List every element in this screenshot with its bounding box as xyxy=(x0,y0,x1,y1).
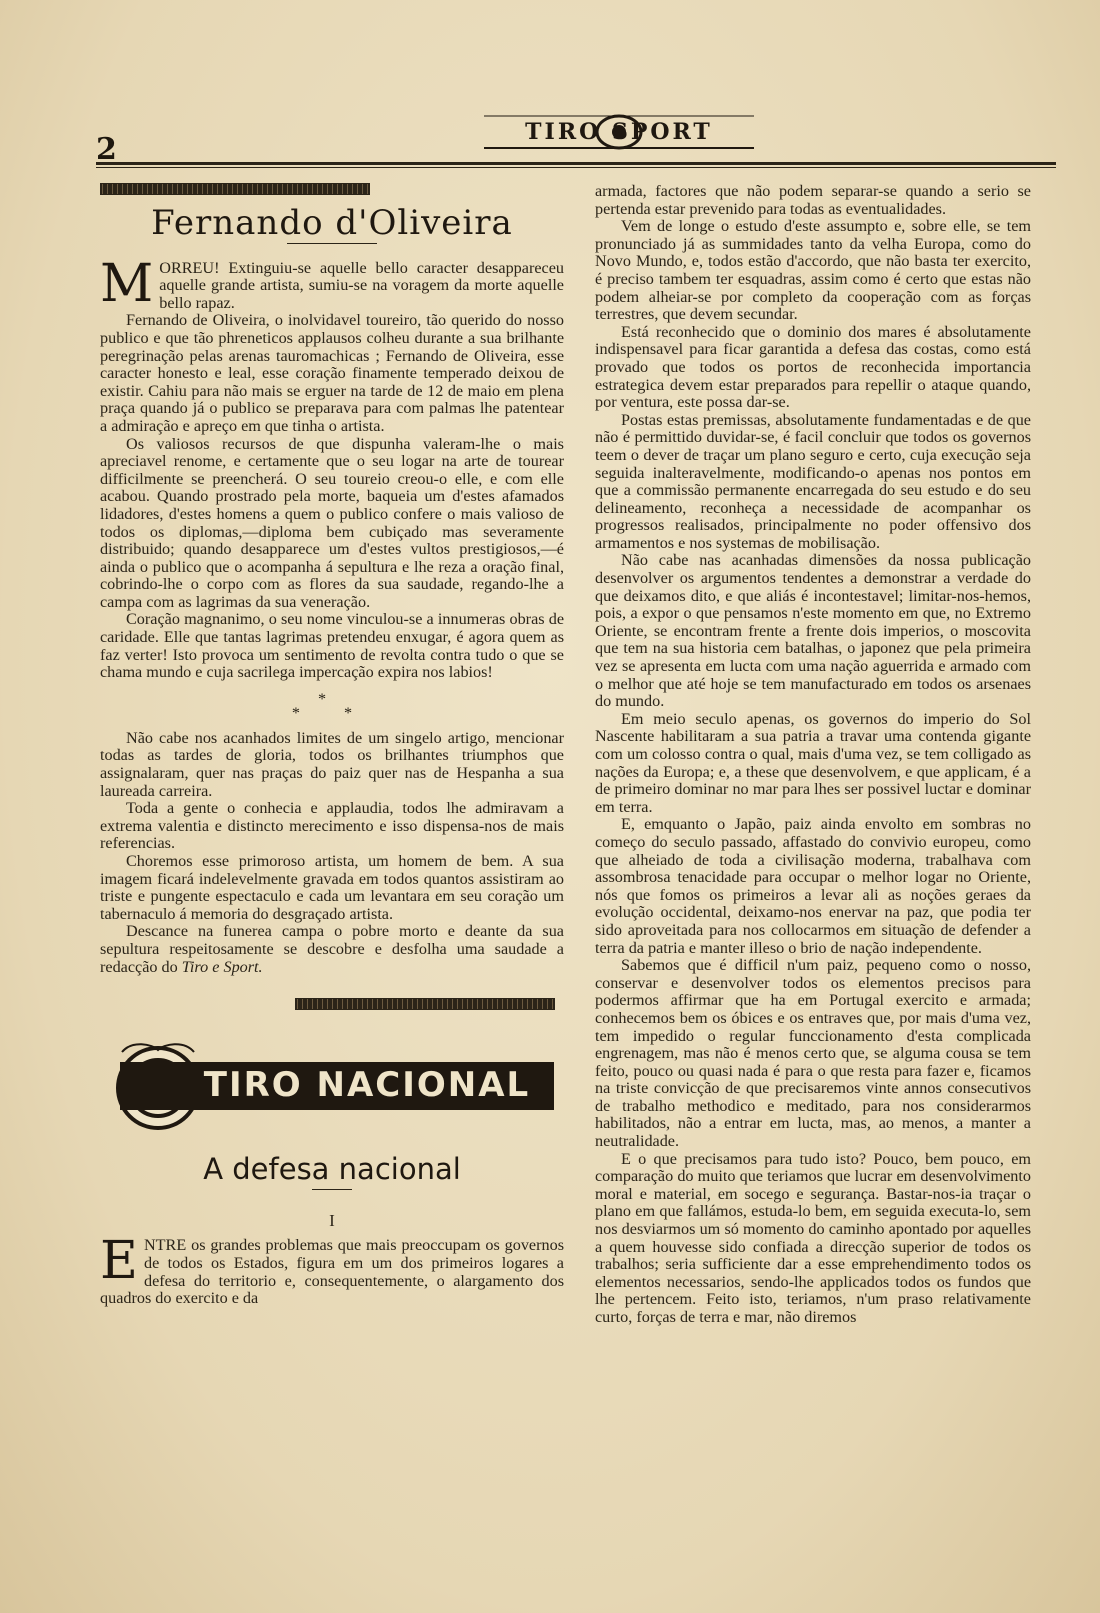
page-number: 2 xyxy=(96,132,117,167)
article2-paragraph-r9: E o que precisamos para tudo isto? Pouco, bem pouco, em comparação do muito que teriamos que lucrar em desenvolvimento moral e material, em socego e segurança. Bastar-nos-ia traçar o plano em que fallámos, estuda-lo bem, em seguida executa-lo, sem nos desviarmos um só momento do caminho apontado por aquelles a quem houvesse sido confiada a direcção superior de todos os trabalhos; seria sufficiente dar a esse emprehendimento todos os elementos necessarios, sendo-lhe applicados todos os fundos que lhe pertencem. Feito isto, teriamos, n'um praso relativamente curto, forças de terra e mar, não diremos xyxy=(595,1149,1031,1326)
article2-paragraph-r7: E, emquanto o Japão, paiz ainda envolto em sombras no começo do seculo passado, affastado do convivio europeu, como que alheiado de toda a civilisação moderna, trabalhava com assombrosa tenacidade para occupar o melhor logar no Oriente, nós que fomos os primeiros a levar ali as noções geraes da evolução occidental, deixamo-nos enervar na paz, que podia ter sido aproveitada para nos collocarmos em situação de defender a terra da patria e manter illeso o brio de nação independente. xyxy=(595,815,1031,957)
article1-paragraph-1: MORREU! Extinguiu-se aquelle bello caracter desappareceu aquelle grande artista, sumiu-se na voragem da morte aquelle bello rapaz. xyxy=(100,253,564,314)
masthead-text: TIRO SPORT xyxy=(525,119,713,145)
dropcap-e: E xyxy=(100,1231,138,1292)
masthead-logo xyxy=(474,108,764,156)
article1-paragraph-4: Coração magnanimo, o seu nome vinculou-se a innumeras obras de caridade. Elle que tantas lagrimas pretendeu enxugar, é agora quem as faz verter! Isto provoca um sentimento de revolta contra tudo o que se chama mundo e cuja sacrilega impercação expira nos labios! xyxy=(100,610,564,682)
section-numeral: I xyxy=(329,1210,335,1230)
article1-paragraph-7: Choremos esse primoroso artista, um homem de bem. A sua imagem ficará indelevelmente gravada em todos quantos assistiram ao triste e pungente espectaculo e cada um levantara em seu coração um tabernaculo á memoria do desgraçado artista. xyxy=(100,852,564,923)
header-rule xyxy=(96,162,1056,168)
article2-continued-1: armada, factores que não podem separar-se quando a serio se pertenda estar prevenido para todas as eventualidades. xyxy=(595,182,1031,218)
article1-paragraph-5: Não cabe nos acanhados limites de um singelo artigo, mencionar todas as tardes de gloria, todos os brilhantes triumphos que assignalaram, quer nas praças do paiz quer nas de Hespanha a sua laureada carreira. xyxy=(100,728,564,800)
tiro-nacional-banner xyxy=(100,1016,564,1161)
article1-paragraph-2: Fernando de Oliveira, o inolvidavel toureiro, tão querido do nosso publico e que tão phreneticos applausos colheu durante a sua brilhante peregrinação pelas arenas tauromachicas ; Fernando de Oliveira, esse caracter honesto e leal, esse coração finamente temperado deixou de existir. Cahiu para não mais se erguer na tarde de 12 de maio em plena praça quando já o publico se preparava para com palmas lhe patentear a admiração e apreço em que tinha o artista. xyxy=(100,311,564,435)
article2-paragraph-r4: Postas estas premissas, absolutamente fundamentadas e de que não é permittido duvidar-se, é facil concluir que todos os governos teem o dever de traçar um plano seguro e certo, cuja execução seja seguida inalteravelmente, modificando-o apenas nos pontos em que a commissão permanente encarregada do seu estudo e do seu delineamento, reconheça a necessidade de acompanhar os progressos realisados, principalmente no poder offensivo dos armamentos e nos systemas de mobilisação. xyxy=(595,410,1031,552)
article2-paragraph-r5: Não cabe nas acanhadas dimensões da nossa publicação desenvolver os argumentos tendentes a demonstrar a verdade do que deixamos dito, e que aliás é incontestavel; limitar-nos-hemos, pois, a expor o que pensamos n'este momento em que, no Extremo Oriente, se encontram frente a frente dois imperios, o moscovita que tem na sua historia cem batalhas, o japonez que pela primeira vez se apresenta em lucta com uma nação aguerrida e armado com o melhor que até hoje se tem manufacturado em todos os arsenaes do mundo. xyxy=(595,551,1031,711)
article2-paragraph-r8: Sabemos que é difficil n'um paiz, pequeno como o nosso, conservar e desenvolver todos os elementos precisos para podermos affirmar que ha em Portugal exercito e armada; conhecemos bem os óbices e os entraves que, por mais d'uma vez, tem impedido o regular funccionamento d'esta complicada engrenagem, mas não é menos certo que, se alguma cousa se tem feito, pouco ou quasi nada é para o que resta para fazer e, ficamos na triste convicção de que precisaremos vinte annos consecutivos de trabalho methodico e meditado, para nos considerarmos habilitados, não a entrar em lucta, mas, ao menos, a manter a neutralidade. xyxy=(595,956,1031,1151)
article2-paragraph-1: ENTRE os grandes problemas que mais preoccupam os governos de todos os Estados, figura em um dos primeiros logares a defesa do territorio e, consequentemente, o alargamento dos quadros do exercito e da xyxy=(100,1231,564,1308)
article-title-fernando: Fernando d'Oliveira xyxy=(151,203,513,243)
ornamental-bar-top xyxy=(100,183,370,195)
banner-text: TIRO NACIONAL xyxy=(203,1065,531,1106)
article1-paragraph-8: Descance na funerea campa o pobre morto e deante da sua sepultura respeitosamente se descobre e desfolha uma saudade a redacção do Tiro e Sport. xyxy=(100,922,564,976)
article1-paragraph-6: Toda a gente o conhecia e applaudia, todos lhe admiravam a extrema valentia e distincto merecimento e isso dispensa-nos de mais referencias. xyxy=(100,799,564,853)
left-column xyxy=(100,183,564,1308)
dropcap-m: M xyxy=(100,253,154,314)
ornamental-bar-bottom xyxy=(295,998,555,1010)
section-stars: * * * xyxy=(291,689,373,722)
title-divider-2 xyxy=(312,1189,352,1190)
article1-paragraph-3: Os valiosos recursos de que dispunha valeram-lhe o mais apreciavel renome, e certamente que o seu logar na arte de tourear difficilmente se preencherá. O seu toureio creou-o elle, e com elle acabou. Quando prostrado pela morte, baqueia um d'estes afamados lidadores, d'estes homens a quem o publico confere o mais valioso de todos os diplomas,—diploma bem cubiçado mas severamente distribuido; quando desapparece um d'estes vultos prestigiosos,—é ainda o publico que o acompanha á sepultura e lhe reza a oração final, cobrindo-lhe o corpo com as flores da sua saudade, regando-lhe a campa com as lagrimas da sua veneração. xyxy=(100,434,564,611)
article2-paragraph-r2: Vem de longe o estudo d'este assumpto e, sobre elle, se tem pronunciado já as summidades tanto da velha Europa, como do Novo Mundo, e, todos estão d'accordo, que não basta ter exercito, é preciso tambem ter esquadras, assim como é certo que estas não podem alheiar-se por completo da cooperação com as forças terrestres, que devem secundar. xyxy=(595,217,1031,324)
right-column xyxy=(595,183,1031,1327)
article-title-defesa: A defesa nacional xyxy=(203,1152,461,1187)
article2-paragraph-r3: Está reconhecido que o dominio dos mares é absolutamente indispensavel para ficar garantida a defesa das costas, como está provado que todos os portos de reconhecida importancia estrategica devem estar preparados para repellir o ataque quando, por ventura, este possa dar-se. xyxy=(595,322,1031,412)
article2-paragraph-r6: Em meio seculo apenas, os governos do imperio do Sol Nascente habilitaram a sua patria a travar uma contenda gigante com um colosso contra o qual, mais d'uma vez, se tem colligado as nações da Europa; e, a these que desenvolvem, e que applicam, é a de primeiro dominar no mar para lhes ser possivel luctar e dominar em terra. xyxy=(595,709,1031,816)
banner-box xyxy=(120,1062,554,1110)
page-header xyxy=(96,96,1056,166)
